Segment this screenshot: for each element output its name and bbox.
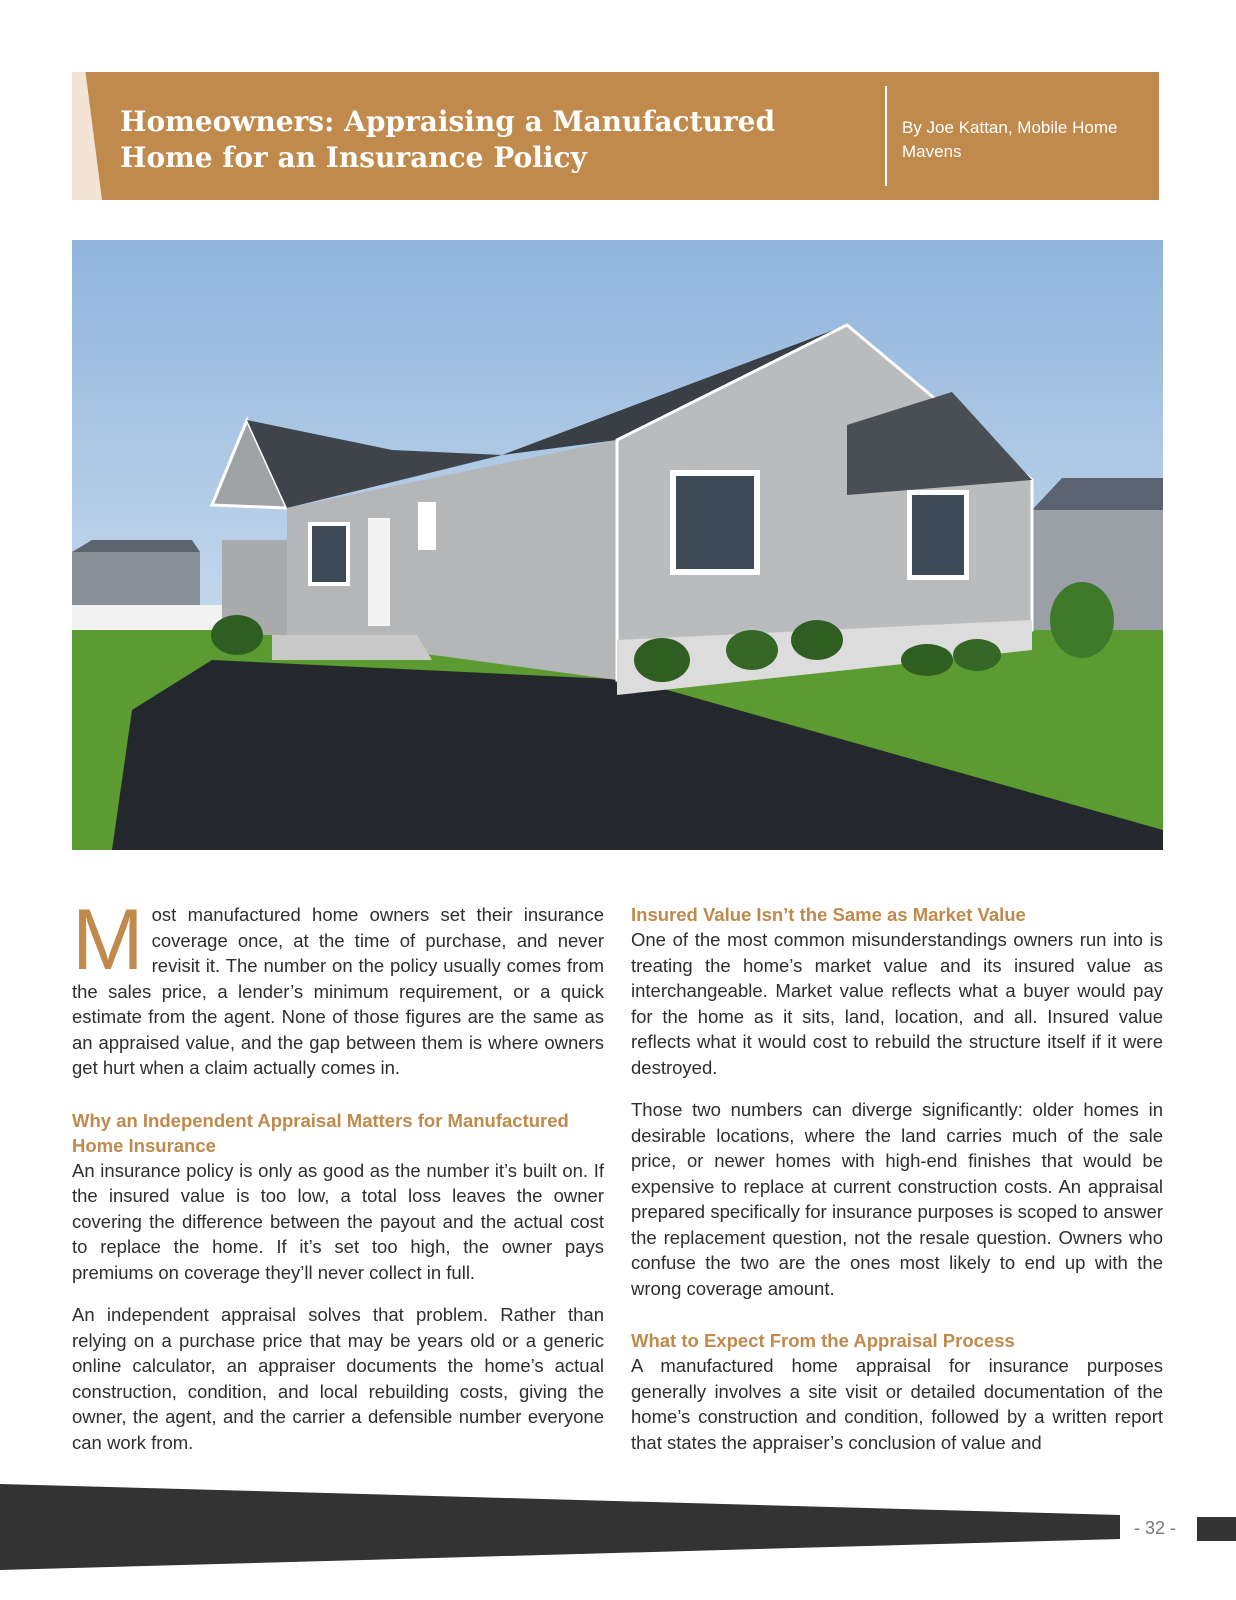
house-illustration: [72, 240, 1163, 850]
left-column: [72, 892, 604, 1455]
intro-text: ost manufactured home owners set their insurance coverage once, at the time of purchase, and never revisit it. The number on the policy usually comes from the sales price, a lender’s minimum requirement, or a quick estimate from the agent. None of those figures are the same as an appraised value, and the gap between them is where owners get hurt when a claim actually comes in.: [72, 904, 604, 1078]
paragraph: Those two numbers can diverge significantly: older homes in desirable locations, where the land carries much of the sale price, or newer homes with high-end finishes that would be expensive to replace at current construction costs. An appraisal prepared specifically for insurance purposes is scoped to answer the replacement question, not the resale question. Owners who confuse the two are the ones most likely to end up with the wrong coverage amount.: [631, 1099, 1163, 1299]
article-title: Homeowners: Appraising a Manufactured Home for an Insurance Policy: [120, 105, 776, 174]
right-column: [631, 902, 1163, 1455]
paragraph: One of the most common misunderstandings owners run into is treating the home’s market value and its insured value as interchangeable. Market value reflects what a buyer would pay for the home as it sits, land, location, and all. Insured value reflects what it would cost to rebuild the structure itself if it were destroyed.: [631, 929, 1163, 1078]
section-heading-independent-appraisal: Why an Independent Appraisal Matters for Manufactured Home Insurance: [72, 1109, 569, 1156]
page-number: - 32 -: [1134, 1518, 1177, 1538]
house-photo: [72, 240, 1163, 850]
byline: By Joe Kattan, Mobile Home Mavens: [902, 118, 1118, 161]
drop-cap: M: [72, 892, 144, 988]
paragraph: A manufactured home appraisal for insurance purposes generally involves a site visit or detailed documentation of the home’s construction and condition, followed by a written report that states the appraiser’s conclusion of value and: [631, 1355, 1163, 1453]
paragraph: An insurance policy is only as good as the number it’s built on. If the insured value is too low, a total loss leaves the owner covering the difference between the payout and the actual cost to replace the home. If it’s set too high, the owner pays premiums on coverage they’ll never collect in full.: [72, 1159, 604, 1283]
section-heading-insured-value: Insured Value Isn’t the Same as Market Value: [631, 904, 1026, 925]
section-heading-appraisal-process: What to Expect From the Appraisal Process: [631, 1330, 1015, 1351]
banner-divider: [885, 86, 887, 186]
footer-band: [0, 1484, 1120, 1570]
footer-block: [1197, 1517, 1236, 1541]
paragraph: An independent appraisal solves that problem. Rather than relying on a purchase price that may be years old or a generic online calculator, an appraiser documents the home’s actual construction, condition, and local rebuilding costs, giving the owner, the agent, and the carrier a defensible number everyone can work from.: [72, 1304, 604, 1453]
intro-paragraph: [72, 892, 604, 1081]
